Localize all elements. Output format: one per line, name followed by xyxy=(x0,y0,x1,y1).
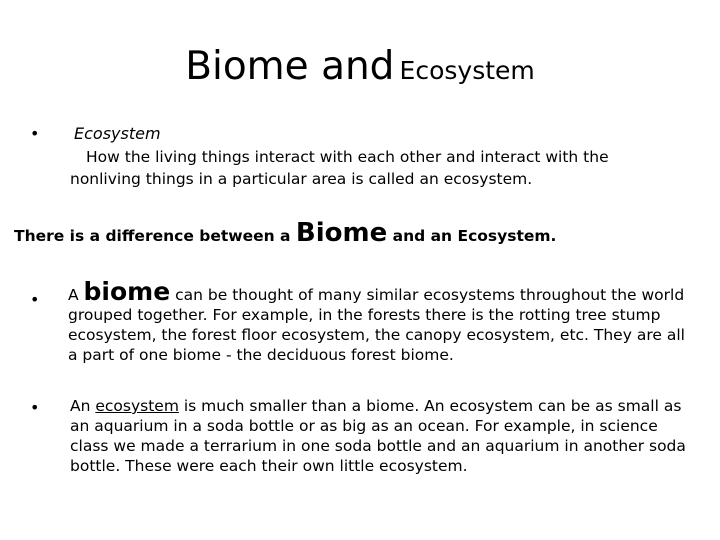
biome-text: can be thought of many similar ecosystems throughout the world grouped together. For example, in the forests there is the rotting tree stump ecosystem, the forest floor ecosystem, the canopy ecosystem, etc. They are all a part of one biome - the deciduous forest biome. xyxy=(68,286,685,364)
bullet-ecosystem-heading: • xyxy=(30,124,40,143)
slide-title xyxy=(0,44,720,89)
difference-statement xyxy=(14,218,556,248)
bullet-biome: • xyxy=(30,290,40,309)
biome-term: biome xyxy=(83,277,171,306)
ecosystem-paragraph xyxy=(70,396,690,476)
ecosystem-definition: How the living things interact with each other and interact with the nonliving things in a particular area is called an ecosystem. xyxy=(70,148,609,188)
bullet-ecosystem: • xyxy=(30,398,40,417)
biome-paragraph xyxy=(68,277,688,365)
title-sub: Ecosystem xyxy=(399,56,535,85)
ecosystem-term: ecosystem xyxy=(95,397,179,415)
difference-before: There is a difference between a xyxy=(14,227,296,245)
ecosystem-heading: Ecosystem xyxy=(74,124,161,143)
difference-after: and an Ecosystem. xyxy=(387,227,557,245)
ecosystem-lead: An xyxy=(70,397,96,415)
title-main: Biome and xyxy=(185,44,395,89)
ecosystem-text: is much smaller than a biome. An ecosystem can be as small as an aquarium in a soda bottle or as big as an ocean. For example, in science class we made a terrarium in one soda bottle and an aquarium in another soda bottle. These were each their own little ecosystem. xyxy=(70,397,686,475)
difference-biome: Biome xyxy=(295,218,388,248)
biome-lead: A xyxy=(68,286,84,304)
